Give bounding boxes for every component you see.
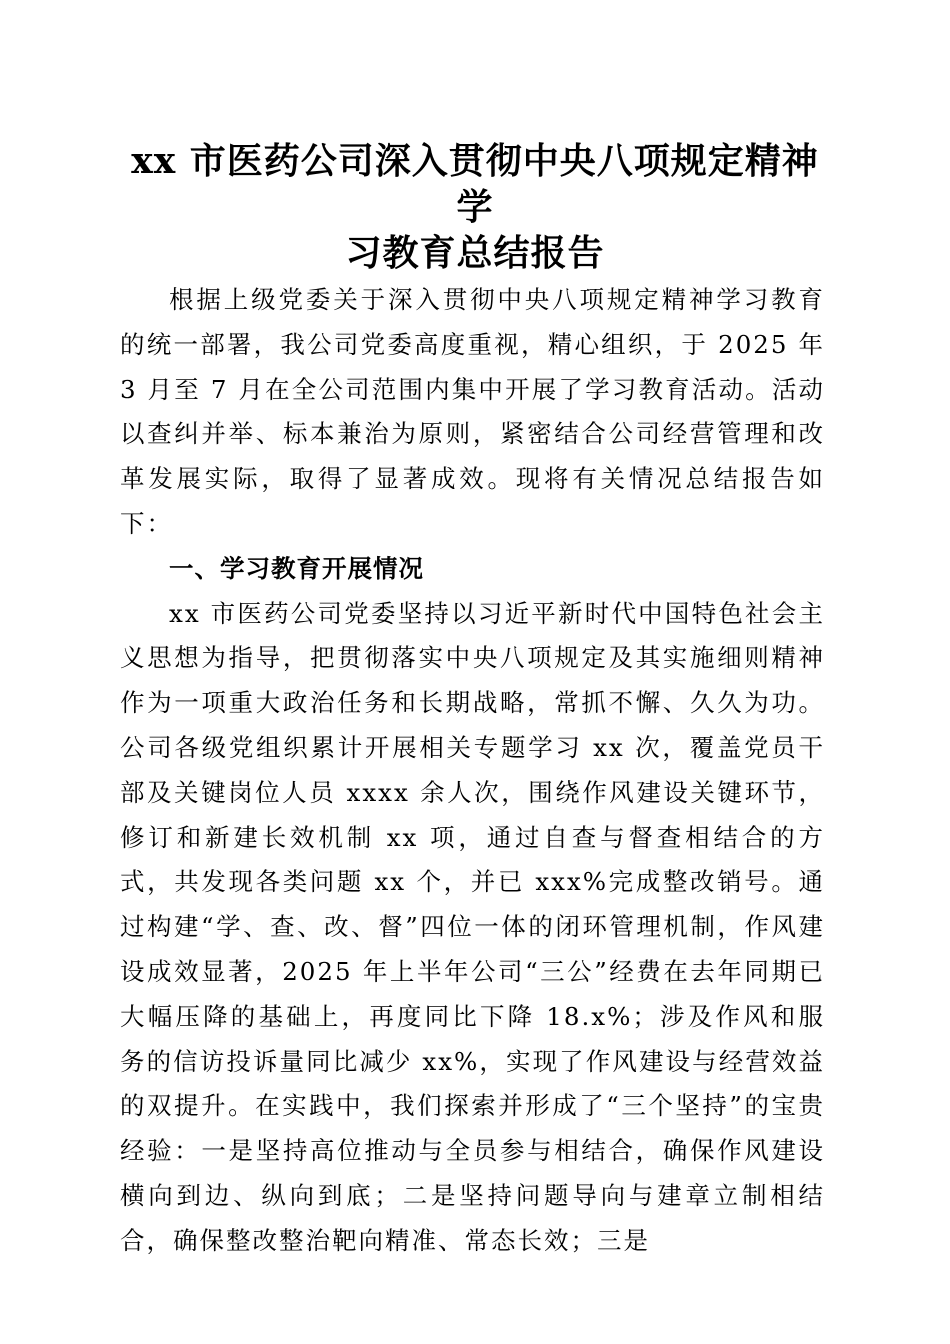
- title-line-1: xx 市医药公司深入贯彻中央八项规定精神学: [131, 140, 819, 228]
- section-1-paragraph: xx 市医药公司党委坚持以习近平新时代中国特色社会主义思想为指导，把贯彻落实中央八项规定及其实施细则精神作为一项重大政治任务和长期战略，常抓不懈、久久为功。公司各级党组织累计开展相关专题学习 xx 次，覆盖党员干部及关键岗位人员 xxxx 余人次，围绕作风建设关键环节，修订和新建长效机制 xx 项，通过自查与督查相结合的方式，共发现各类问题 xx 个，并已 xxx%完成整改销号。通过构建“学、查、改、督”四位一体的闭环管理机制，作风建设成效显著，2025 年上半年公司“三公”经费在去年同期已大幅压降的基础上，再度同比下降 18.x%；涉及作风和服务的信访投诉量同比减少 xx%，实现了作风建设与经营效益的双提升。在实践中，我们探索并形成了“三个坚持”的宝贵经验：一是坚持高位推动与全员参与相结合，确保作风建设横向到边、纵向到底；二是坚持问题导向与建章立制相结合，确保整改整治靶向精准、常态长效；三是: [120, 598, 825, 1255]
- intro-paragraph: 根据上级党委关于深入贯彻中央八项规定精神学习教育的统一部署，我公司党委高度重视，精心组织，于 2025 年 3 月至 7 月在全公司范围内集中开展了学习教育活动。活动以查纠并举、标本兼治为原则，紧密结合公司经营管理和改革发展实际，取得了显著成效。现将有关情况总结报告如下：: [120, 285, 825, 538]
- title-line-2: 习教育总结报告: [345, 232, 605, 274]
- document-title: [120, 138, 830, 276]
- document-body: [120, 278, 825, 1264]
- section-1-heading: 一、学习教育开展情况: [169, 553, 424, 583]
